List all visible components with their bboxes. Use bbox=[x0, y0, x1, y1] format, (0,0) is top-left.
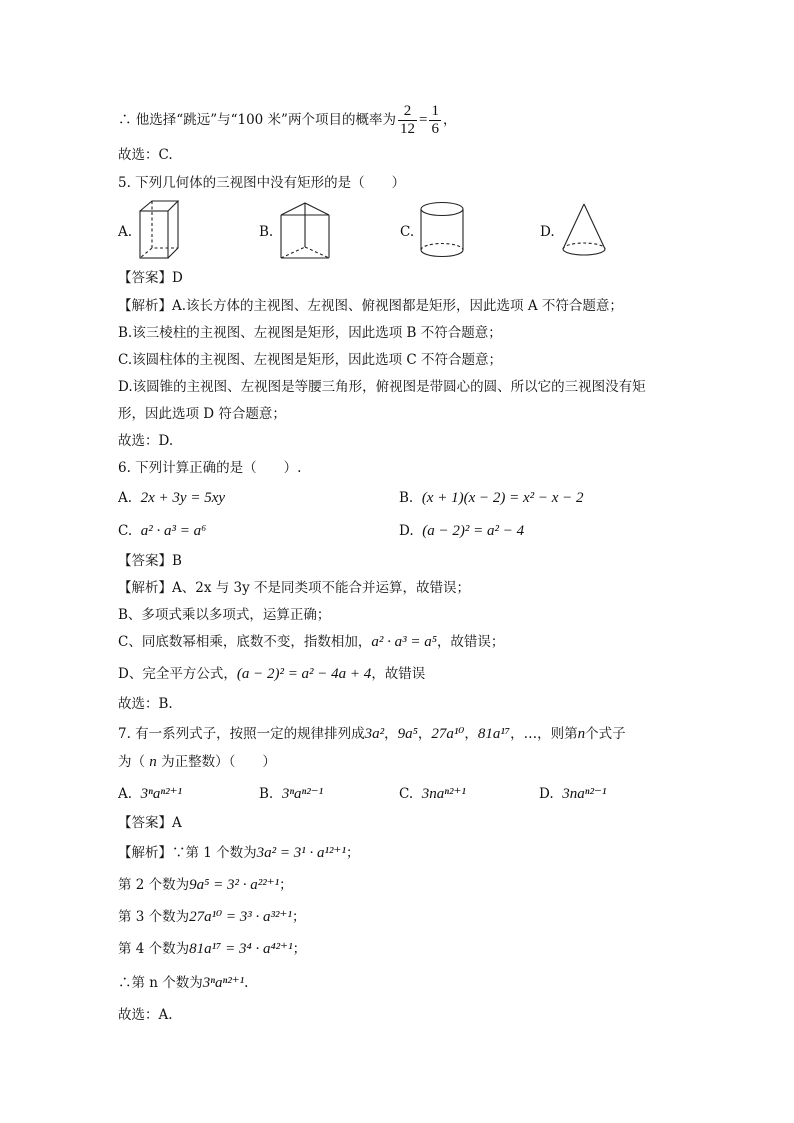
q7-option-b: B. 3ⁿaⁿ²⁻¹ bbox=[259, 786, 324, 802]
q7-step-1: 【解析】∵第 1 个数为3a² = 3¹ · a¹²⁺¹； bbox=[118, 845, 360, 861]
q5-analysis-5: 形，因此选项 D 符合题意； bbox=[118, 406, 286, 422]
q7-step-4: 第 4 个数为81a¹⁷ = 3⁴ · a⁴²⁺¹； bbox=[118, 941, 307, 957]
q6-analysis-3: C、同底数幂相乘，底数不变，指数相加，a² · a³ = a⁵，故错误； bbox=[118, 634, 505, 650]
q5-analysis-2: B.该三棱柱的主视图、左视图是矩形，因此选项 B 不符合题意； bbox=[118, 325, 502, 341]
q6-expr-c: a² · a³ = a⁶ bbox=[140, 523, 207, 539]
q7-stem-line2: 为（ n 为正整数）（ ） bbox=[118, 754, 276, 770]
q7-step-2: 第 2 个数为9a⁵ = 3² · a²²⁺¹； bbox=[118, 877, 293, 893]
q6-analysis-1: 【解析】A、2x 与 3y 不是同类项不能合并运算，故错误； bbox=[118, 580, 471, 596]
q6-answer: 【答案】B bbox=[118, 553, 182, 569]
cylinder-figure bbox=[418, 200, 466, 260]
q5-analysis-1: 【解析】A.该长方体的主视图、左视图、俯视图都是矩形，因此选项 A 不符合题意； bbox=[118, 298, 623, 314]
triangular-prism-figure bbox=[279, 200, 333, 260]
q7-option-c: C. 3naⁿ²⁺¹ bbox=[399, 786, 466, 802]
q5-analysis-3: C.该圆柱体的主视图、左视图是矩形，因此选项 C 不符合题意； bbox=[118, 352, 503, 368]
q6-expr-d: (a − 2)² = a² − 4 bbox=[422, 523, 525, 539]
cuboid-figure bbox=[138, 199, 182, 261]
q6-analysis-2: B、多项式乘以多项式，运算正确； bbox=[118, 607, 331, 623]
prob-text: ∴ 他选择“跳远”与“100 米”两个项目的概率为 bbox=[118, 112, 396, 128]
q6-expr-a: 2x + 3y = 5xy bbox=[140, 490, 226, 506]
q6-option-a: A. 2x + 3y = 5xy bbox=[118, 490, 226, 506]
q6-option-c: C. a² · a³ = a⁶ bbox=[118, 523, 207, 539]
q5-answer: 【答案】D bbox=[118, 270, 183, 286]
prob-line: ∴ 他选择“跳远”与“100 米”两个项目的概率为 $\frac{2}{12}$ = $\frac{1}{6}$ ， bbox=[118, 103, 457, 137]
q7-step-3: 第 3 个数为27a¹⁰ = 3³ · a³²⁺¹； bbox=[118, 909, 306, 925]
q5-label-d: D. bbox=[540, 224, 555, 240]
q6-option-d: D. (a − 2)² = a² − 4 bbox=[399, 523, 525, 539]
q6-expr-b: (x + 1)(x − 2) = x² − x − 2 bbox=[421, 490, 584, 506]
q7-option-d: D. 3naⁿ²⁻¹ bbox=[539, 786, 607, 802]
q7-answer: 【答案】A bbox=[118, 815, 182, 831]
q6-option-b: B. (x + 1)(x − 2) = x² − x − 2 bbox=[399, 490, 584, 506]
q7-stem-line1: 7. 有一系列式子，按照一定的规律排列成3a²，9a⁵，27a¹⁰，81a¹⁷，…，则第n个式子 bbox=[118, 726, 626, 742]
q7-choose: 故选：A. bbox=[118, 1007, 173, 1023]
q6-stem: 6. 下列计算正确的是（ ）. bbox=[118, 460, 302, 476]
q7-step-5: ∴第 n 个数为3ⁿaⁿ²⁺¹. bbox=[118, 975, 249, 991]
q6-choose: 故选：B. bbox=[118, 696, 173, 712]
q5-label-c: C. bbox=[400, 224, 415, 240]
fraction-2-12: $\frac{2}{12}$ bbox=[399, 103, 415, 137]
q6-analysis-4: D、完全平方公式，(a − 2)² = a² − 4a + 4，故错误 bbox=[118, 666, 426, 682]
cone-figure bbox=[560, 202, 608, 260]
fraction-1-6: $\frac{1}{6}$ bbox=[431, 103, 439, 137]
q5-analysis-4: D.该圆锥的主视图、左视图是等腰三角形，俯视图是带圆心的圆、所以它的三视图没有矩 bbox=[118, 379, 646, 395]
q5-label-a: A. bbox=[118, 224, 133, 240]
prev-choose: 故选：C. bbox=[118, 147, 173, 163]
q5-label-b: B. bbox=[259, 224, 274, 240]
q5-choose: 故选：D. bbox=[118, 433, 174, 449]
q5-stem: 5. 下列几何体的三视图中没有矩形的是（ ） bbox=[118, 175, 406, 191]
q7-option-a: A. 3ⁿaⁿ²⁺¹ bbox=[118, 786, 183, 802]
